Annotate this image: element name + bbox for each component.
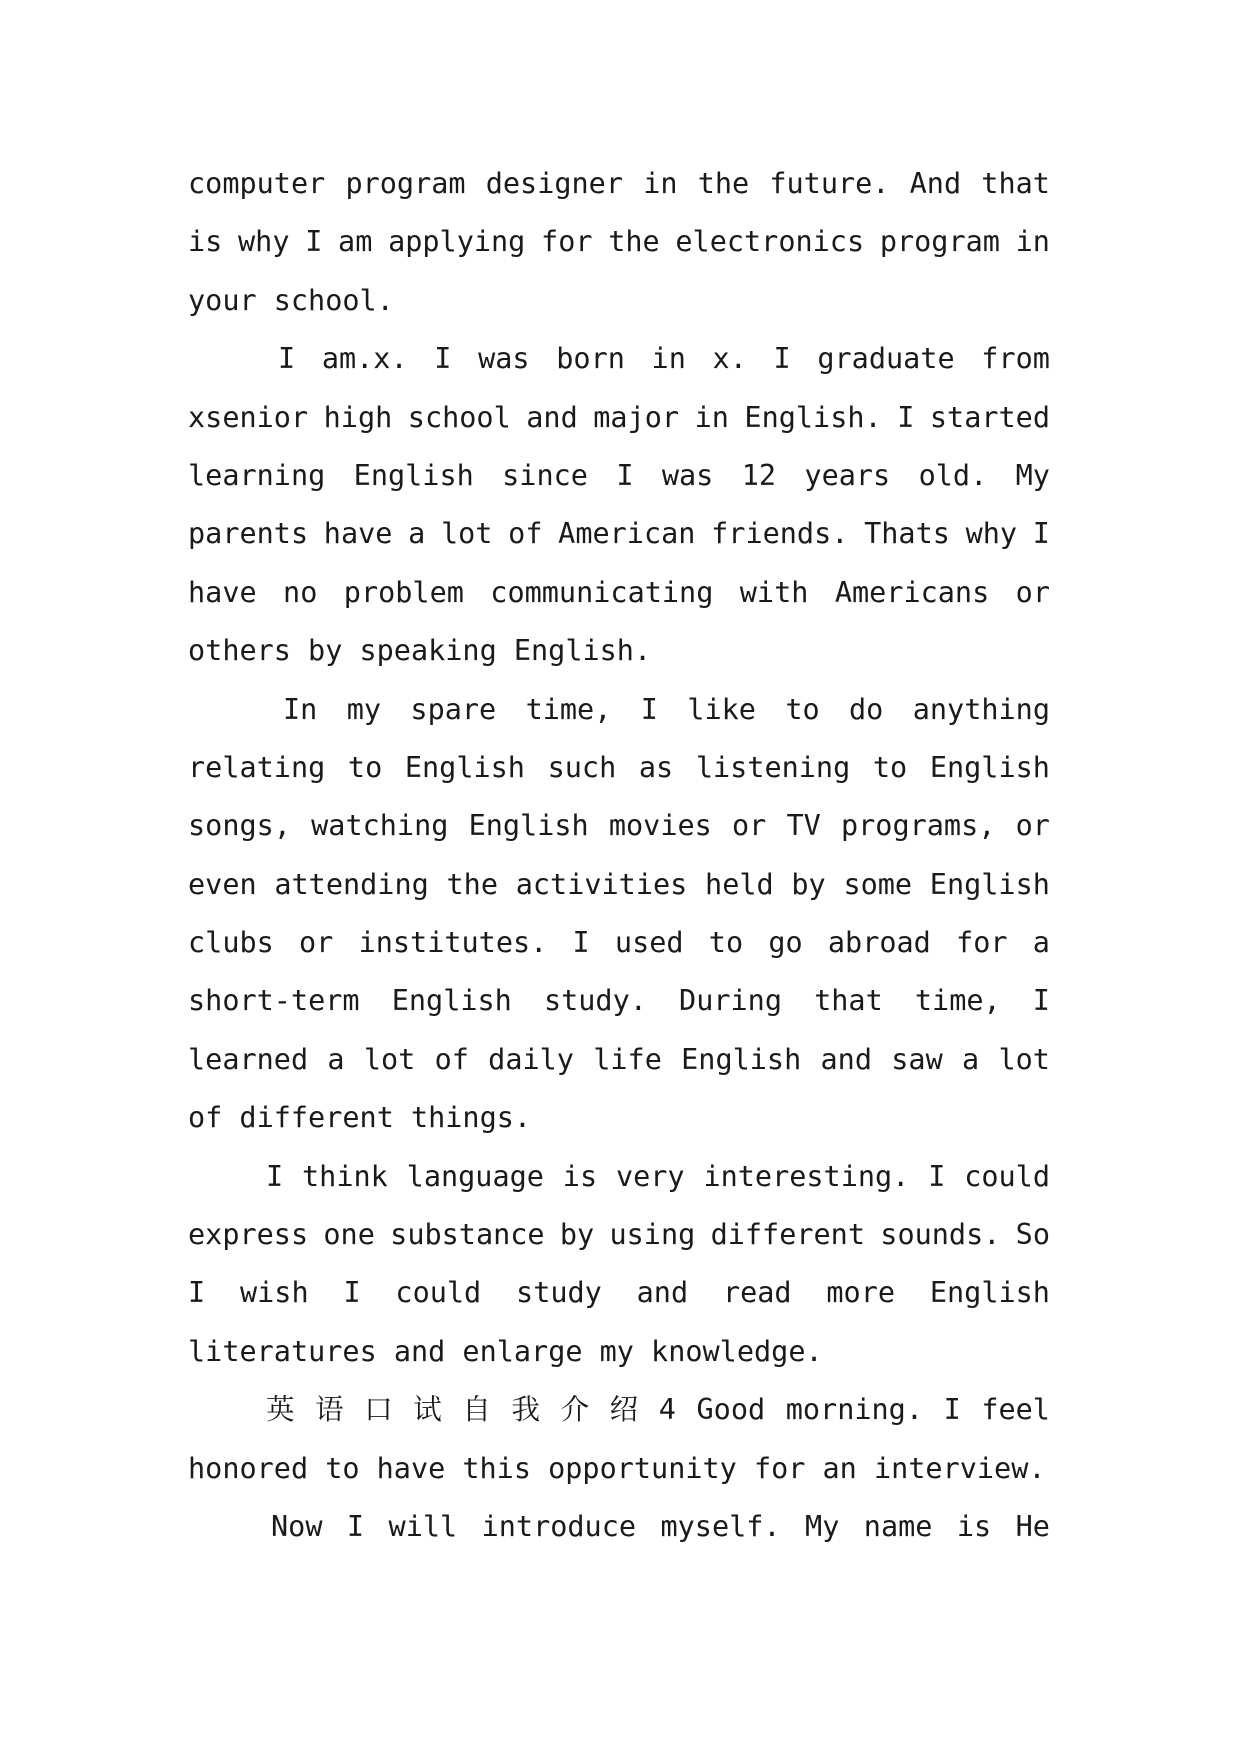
word: English <box>929 1276 1050 1310</box>
text-line <box>188 447 1050 505</box>
word: program <box>345 167 466 200</box>
word: movies <box>608 809 712 843</box>
word: your <box>188 283 257 317</box>
word: literatures <box>188 1334 377 1368</box>
word: study. <box>543 984 647 1018</box>
word: lot <box>998 1042 1050 1076</box>
word: I <box>616 458 634 492</box>
word: or <box>1015 809 1050 843</box>
word: by <box>791 867 826 901</box>
word: future. <box>769 167 890 200</box>
word: even <box>188 867 257 901</box>
word: computer <box>188 167 326 200</box>
word: years <box>804 458 891 492</box>
word: have <box>188 575 257 609</box>
word: institutes. <box>358 926 548 960</box>
text-line <box>188 739 1050 797</box>
word: different <box>239 1101 394 1135</box>
text-line <box>188 272 1050 330</box>
text-line <box>188 564 1050 622</box>
word: knowledge. <box>651 1334 823 1368</box>
word: Americans <box>834 575 990 609</box>
word: was <box>661 458 714 492</box>
word: I <box>897 400 915 434</box>
word: high <box>323 400 393 434</box>
word: is <box>188 225 223 259</box>
word: of <box>434 1042 469 1076</box>
word: And <box>909 167 962 200</box>
word: friends. <box>711 517 849 551</box>
word: have <box>376 1451 446 1485</box>
word: this <box>462 1451 531 1485</box>
word: from <box>981 342 1050 376</box>
word: I <box>305 225 323 259</box>
word: Good <box>696 1393 766 1427</box>
word: lot <box>363 1042 416 1076</box>
word: was <box>478 342 530 376</box>
word: very <box>615 1159 685 1193</box>
text-line <box>188 1440 1050 1498</box>
word: I <box>572 926 590 960</box>
word: to <box>347 750 383 784</box>
word: or <box>299 926 334 960</box>
word: is <box>562 1159 598 1193</box>
word: time, <box>525 692 612 726</box>
word: English <box>468 809 589 843</box>
word: English <box>353 458 474 492</box>
word: honored <box>188 1451 309 1485</box>
word: language <box>406 1159 544 1193</box>
word: old. <box>918 458 988 492</box>
word: He <box>1015 1509 1050 1543</box>
word: in <box>1015 225 1050 259</box>
word: born <box>556 342 625 376</box>
word: do <box>849 692 884 726</box>
text-line <box>188 1089 1050 1147</box>
word: one <box>323 1218 375 1252</box>
word: school <box>407 400 511 434</box>
word: a <box>1032 926 1050 960</box>
word: English <box>404 750 525 784</box>
word: interview. <box>873 1451 1046 1485</box>
word: listening <box>695 750 851 784</box>
word: sounds. <box>880 1218 1001 1252</box>
word: daily <box>488 1042 574 1076</box>
word: I <box>266 1159 284 1193</box>
word: and <box>636 1276 689 1310</box>
text-line <box>188 1498 1050 1556</box>
word: English <box>929 750 1050 784</box>
word: since <box>502 458 588 492</box>
word: anything <box>912 692 1050 726</box>
word: I <box>346 1509 365 1543</box>
word: parents <box>188 517 309 551</box>
word: am.x. <box>321 342 408 376</box>
word: more <box>826 1276 896 1310</box>
word: such <box>547 750 617 784</box>
word: for <box>956 926 1008 960</box>
word: the <box>608 225 660 259</box>
word: applying <box>388 225 526 259</box>
word: a <box>408 517 426 551</box>
word: and <box>526 400 578 434</box>
word: I <box>343 1276 361 1310</box>
text-line <box>188 389 1050 447</box>
word: to <box>708 926 744 960</box>
text-line <box>188 856 1050 914</box>
word: wish <box>239 1276 309 1310</box>
word: and <box>820 1042 872 1076</box>
word: have <box>323 517 393 551</box>
word: to <box>325 1451 360 1485</box>
word: lot <box>440 517 493 551</box>
word: or <box>731 809 767 843</box>
word: that <box>814 984 883 1018</box>
word: started <box>929 400 1050 434</box>
word: held <box>705 867 774 901</box>
text-line <box>188 213 1050 271</box>
word: substance <box>390 1218 545 1252</box>
word: programs, <box>840 809 996 843</box>
text-line <box>188 972 1050 1030</box>
text-line <box>188 797 1050 855</box>
word: different <box>710 1218 865 1252</box>
text-line <box>188 505 1050 563</box>
word: I <box>188 1276 206 1310</box>
word: feel <box>981 1393 1050 1427</box>
word: in <box>651 342 686 376</box>
word: myself. <box>660 1509 781 1543</box>
word: electronics <box>675 225 865 259</box>
word: a <box>962 1042 980 1076</box>
word: During <box>679 984 782 1018</box>
word: why <box>965 517 1018 551</box>
word: study <box>516 1276 602 1310</box>
word: relating <box>188 750 326 784</box>
word: could <box>964 1159 1050 1193</box>
word: my <box>599 1334 634 1368</box>
word: English. <box>744 400 882 434</box>
word: or <box>1015 575 1050 609</box>
word: I <box>928 1159 946 1193</box>
word: think <box>302 1159 388 1193</box>
word: no <box>283 575 318 609</box>
word: a <box>327 1042 345 1076</box>
text-line <box>188 622 1050 680</box>
text-line <box>188 681 1050 739</box>
word: I <box>278 342 296 376</box>
word: I <box>434 342 452 376</box>
text-line <box>188 330 1050 388</box>
word: 4 <box>658 1393 676 1427</box>
word: name <box>863 1509 933 1543</box>
word: Thats <box>864 517 950 551</box>
word: Now <box>271 1509 323 1543</box>
word: I <box>773 342 791 376</box>
word: using <box>609 1218 696 1252</box>
word: spare <box>410 692 497 726</box>
word: 语 <box>315 1393 344 1427</box>
word: life <box>593 1042 662 1076</box>
word: the <box>697 167 750 200</box>
word: 我 <box>511 1393 540 1427</box>
word: interesting. <box>703 1159 910 1193</box>
word: learning <box>188 458 326 492</box>
body-text <box>188 155 1050 1556</box>
word: English. <box>513 634 652 668</box>
word: 介 <box>560 1393 590 1427</box>
word: xsenior <box>188 400 309 434</box>
word: introduce <box>481 1509 637 1543</box>
word: to <box>872 750 908 784</box>
word: 口 <box>364 1393 393 1427</box>
word: like <box>687 692 756 726</box>
text-line <box>188 1323 1050 1381</box>
word: I <box>1032 517 1050 551</box>
word: used <box>614 926 684 960</box>
text-line <box>188 155 1050 213</box>
text-line <box>188 914 1050 972</box>
word: by <box>559 1218 595 1252</box>
word: English <box>929 867 1050 901</box>
word: English <box>681 1042 802 1076</box>
word: TV <box>786 809 821 843</box>
word: why <box>238 225 290 259</box>
word: by <box>308 634 343 668</box>
word: is <box>956 1509 992 1543</box>
word: attending <box>274 867 429 901</box>
word: So <box>1015 1218 1050 1252</box>
word: saw <box>891 1042 943 1076</box>
word: major <box>593 400 680 434</box>
word: I <box>943 1393 961 1427</box>
word: and <box>393 1334 446 1368</box>
word: could <box>395 1276 482 1310</box>
word: to <box>785 692 820 726</box>
word: problem <box>343 575 464 609</box>
word: In <box>283 692 318 726</box>
word: in <box>694 400 729 434</box>
word: some <box>843 867 913 901</box>
word: 英 <box>266 1393 295 1427</box>
word: an <box>822 1451 857 1485</box>
word: activities <box>515 867 688 901</box>
word: 试 <box>413 1393 442 1427</box>
text-line <box>188 1148 1050 1206</box>
word: 绍 <box>609 1393 639 1427</box>
word: English <box>391 984 512 1018</box>
text-line <box>188 1031 1050 1089</box>
word: of <box>188 1101 223 1135</box>
word: I <box>640 692 658 726</box>
word: school. <box>273 283 394 317</box>
word: graduate <box>817 342 955 376</box>
word: short-term <box>188 984 360 1018</box>
word: am <box>338 225 373 259</box>
word: will <box>388 1509 458 1543</box>
word: enlarge <box>462 1334 583 1368</box>
word: the <box>446 867 498 901</box>
word: 12 <box>741 458 777 492</box>
word: I <box>1032 984 1050 1018</box>
word: morning. <box>785 1393 923 1427</box>
word: 自 <box>462 1393 491 1427</box>
word: clubs <box>188 926 274 960</box>
word: watching <box>311 809 449 843</box>
word: My <box>1015 458 1050 492</box>
word: express <box>188 1218 309 1252</box>
word: songs, <box>188 809 291 843</box>
word: that <box>981 167 1050 200</box>
word: My <box>805 1509 840 1543</box>
word: American <box>558 517 696 551</box>
word: go <box>768 926 803 960</box>
text-line <box>188 1206 1050 1264</box>
word: of <box>508 517 543 551</box>
word: with <box>739 575 809 609</box>
word: opportunity <box>548 1451 737 1485</box>
word: others <box>188 634 291 668</box>
word: designer <box>485 167 624 200</box>
word: speaking <box>359 634 497 668</box>
word: things. <box>410 1101 532 1135</box>
text-line <box>188 1381 1050 1439</box>
word: read <box>722 1276 792 1310</box>
word: communicating <box>490 575 714 609</box>
word: abroad <box>827 926 931 960</box>
word: my <box>346 692 382 726</box>
word: program <box>879 225 1000 259</box>
word: in <box>643 167 678 200</box>
word: time, <box>914 984 1001 1018</box>
word: for <box>541 225 593 259</box>
word: x. <box>712 342 747 376</box>
word: as <box>638 750 674 784</box>
text-line <box>188 1264 1050 1322</box>
word: learned <box>188 1042 309 1076</box>
word: for <box>753 1451 806 1485</box>
